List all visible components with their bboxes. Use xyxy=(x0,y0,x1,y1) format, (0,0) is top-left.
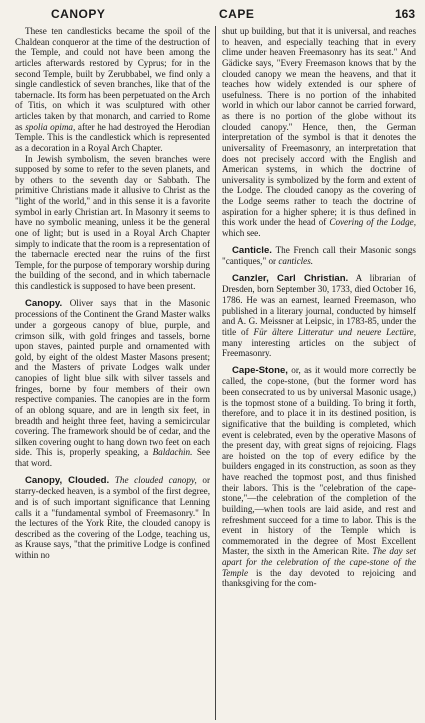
page-number: 163 xyxy=(394,7,415,21)
header-right-guide-word: CAPE xyxy=(219,7,255,21)
header-left-guide-word: CANOPY xyxy=(51,7,106,21)
entry-term: Canopy, Clouded. xyxy=(25,474,110,486)
entry-cape-stone: Cape-Stone, or, as it would more correctly be called, the cope-stone, (but the former word has been consecrated to us by universal Masonic usage,) is the topmost stone of a building. To bring it forth, therefore, and to place it in its destined position, is significative that the building is completed, which event is celebrated, even by the operative Masons of the present day, with great signs of rejoicing. Flags are hoisted on the top of every edifice by the builders engaged in its construction, as soon as they have reached the topmost post, and thus finished their labors. This is the "celebration of the cape-stone,"—the celebration of the completion of the building,—when tools are laid aside, and rest and refreshment succeed for a time to labor. This is the event in history of the Temple which is commemorated in the degree of Most Excellent Master, the sixth in the American Rite. The day set apart for the celebration of the cape-stone of the Temple is the day devoted to rejoicing and thanksgiving for the com- xyxy=(221,364,416,589)
entry-term: Canzler, Carl Christian. xyxy=(231,272,349,284)
entry-term: Cape-Stone, xyxy=(231,364,288,376)
entry-canticle: Canticle. The French call their Masonic songs "cantiques," or canticles. xyxy=(221,244,416,267)
jewish-symbolism-paragraph: In Jewish symbolism, the seven branches were supposed by some to refer to the seven planets, and by others to the seventh day or Sabbath. The primitive Christians made it allusive to Christ as the "light of the world," and in this sense it is a favorite symbol in early Christian art. In Masonry it seems to have no symbolic meaning, unless it be the general one of light; but is used in a Royal Arch Chapter simply to indicate that the room is a representation of the tabernacle erected near the ruins of the first Temple, for the purpose of temporary worship during the building of the second, and in which tabernacle this candlestick is supposed to have been present. xyxy=(15,153,210,291)
entry-canopy: Canopy. Oliver says that in the Masonic processions of the Continent the Grand Master walks under a gorgeous canopy of blue, purple, and crimson silk, with gold fringes and tassels, borne upon staves, painted purple and ornamented with gold, by eight of the oldest Master Masons present; and the Masters of private Lodges walk under canopies of light blue silk with silver tassels and fringes, borne by four members of their own respective companies. The canopies are in the form of an oblong square, and are in length six feet, in breadth and height three feet, having a semicircular covering. The framework should be of cedar, and the silken covering ought to hang down two feet on each side. This is, properly speaking, a Baldachin. See that word. xyxy=(15,297,210,468)
entry-canopy-clouded: Canopy, Clouded. The clouded canopy, or starry-decked heaven, is a symbol of the first degree, and is of such important significance that Lenning calls it a "fundamental symbol of Freemasonry." In the lectures of the York Rite, the clouded canopy is described as the covering of the Lodge, teaching us, as Krause says, "that the primitive Lodge is confined within no xyxy=(15,474,210,560)
entry-term: Canopy. xyxy=(25,297,63,309)
entry-term: Canticle. xyxy=(231,244,272,256)
two-column-body xyxy=(15,26,416,720)
running-header xyxy=(15,4,416,22)
clouded-canopy-continued: shut up building, but that it is universal, and reaches to heaven, and especially teaching that in every clime under heaven Freemasonry has its seat." And Gädicke says, "Every Freemason knows that by the clouded canopy we mean the heavens, and that it teaches how widely extended is our sphere of usefulness. There is no portion of the inhabited world in which our labor cannot be carried forward, as there is no portion of the globe without its clouded canopy." Hence, then, the German interpretation of the symbol is that it denotes the universality of Freemasonry, an interpretation that does not precisely accord with the English and American systems, in which the doctrine of universality is symbolized by the form and extent of the Lodge. The clouded canopy as the covering of the Lodge seems rather to teach the doctrine of aspiration for a higher sphere; it is thus defined in this work under the head of Covering of the Lodge, which see. xyxy=(221,26,416,238)
candlestick-paragraph: These ten candlesticks became the spoil of the Chaldean conqueror at the time of the destruction of the Temple, and could not have been among the articles afterwards restored by Cyprus; for in the second Temple, built by Zerubbabel, we find only a single candlestick of seven branches, like that of the tabernacle. Its form has been perpetuated on the Arch of Titis, on which it was sculptured with other articles taken by that monarch, and carried to Rome as spolia opima, after he had destroyed the Herodian Temple. This is the candlestick which is represented as a decoration in a Royal Arch Chapter. xyxy=(15,26,210,153)
right-column xyxy=(222,26,416,720)
entry-canzler: Canzler, Carl Christian. A librarian of Dresden, born September 30, 1733, died October 16, 1786. He was an earnest, learned Freemason, who published in a literary journal, conducted by himself and A. G. Meissner at Leipsic, in 1783-85, under the title of Für ältere Litteratur und neuere Lectüre, many interesting articles on the subject of Freemasonry. xyxy=(221,272,416,359)
column-divider xyxy=(215,26,216,720)
left-column xyxy=(15,26,210,720)
